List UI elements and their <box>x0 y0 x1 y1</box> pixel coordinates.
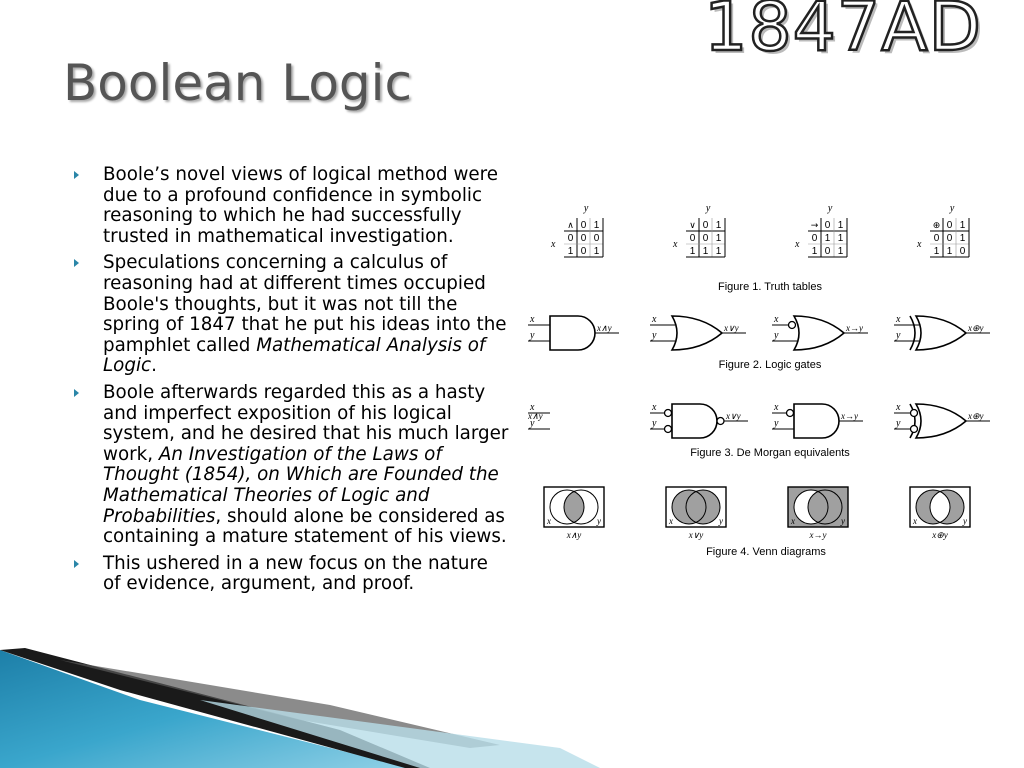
figure-label: x⊕y <box>968 411 984 421</box>
figure-label: ∨ <box>689 221 696 231</box>
figure-label: 0 <box>946 220 953 231</box>
figure-label: y <box>949 203 955 214</box>
figure-label: y <box>652 418 657 429</box>
figure-label: 1 <box>959 233 966 244</box>
figure-label: 0 <box>933 233 940 244</box>
figure-label: x <box>896 402 901 413</box>
figure-label: y <box>719 516 723 526</box>
figure-label: x <box>673 239 678 250</box>
figure-label: x∨y <box>688 530 704 540</box>
figure-label: 0 <box>702 233 709 244</box>
figure-label: 1 <box>837 233 844 244</box>
figure-label: x∨y <box>726 411 741 421</box>
figure3-caption: Figure 3. De Morgan equivalents <box>690 447 850 459</box>
figure-label: x <box>774 314 779 325</box>
figure-label: ⊕ <box>932 221 941 231</box>
figure-label: x <box>795 239 800 250</box>
figure-label: x∧y <box>528 411 543 421</box>
figure-label: x <box>652 402 657 413</box>
figure-label: x→y <box>841 411 858 421</box>
figure-label: 0 <box>580 220 587 231</box>
figure-label: 1 <box>946 246 953 257</box>
figure-label: 0 <box>689 233 696 244</box>
figure-label: y <box>963 516 967 526</box>
figure-label: y <box>774 418 779 429</box>
figure-label: 0 <box>702 220 709 231</box>
figure-label: x <box>791 516 795 526</box>
figure-label: → <box>810 221 819 231</box>
figure-label: x∧y <box>566 530 582 540</box>
figure-label: 1 <box>702 246 709 257</box>
figure-label: 1 <box>933 246 940 257</box>
figure-label: ∧ <box>567 221 574 231</box>
year-heading: 1847AD <box>704 0 982 67</box>
figure-label: x <box>530 402 535 413</box>
figure-label: x <box>652 314 657 325</box>
figure-label: y <box>530 330 535 341</box>
figure-label: 1 <box>593 220 600 231</box>
figure-label: y <box>827 203 833 214</box>
figure-label: y <box>705 203 711 214</box>
figure-label: x <box>547 516 551 526</box>
figure-label: 1 <box>567 246 574 257</box>
figure-label: x <box>917 239 922 250</box>
figure-label: 0 <box>580 246 587 257</box>
bullet-text: , should alone be considered as containing a mature statement of his views. <box>103 505 507 548</box>
figure-label: 0 <box>959 246 966 257</box>
figure-label: 1 <box>811 246 818 257</box>
figure-label: x⊕y <box>932 530 948 540</box>
figure-label: y <box>896 330 901 341</box>
bullet-text: Boole afterwards regarded this as a hasty and imperfect exposition of his logical system, and he desired that his much larger work, <box>103 381 509 465</box>
figure-label: x <box>896 314 901 325</box>
figure-label: 1 <box>837 220 844 231</box>
figure-label: 1 <box>715 233 722 244</box>
figure-label: y <box>530 418 535 429</box>
figure-label: 0 <box>567 233 574 244</box>
figure-label: 0 <box>593 233 600 244</box>
figure-label: y <box>597 516 601 526</box>
figure-label: 1 <box>837 246 844 257</box>
figure-label: x→y <box>809 530 827 540</box>
figure-label: 1 <box>593 246 600 257</box>
figure-label: x <box>551 239 556 250</box>
figure-label: y <box>841 516 845 526</box>
figure1-caption: Figure 1. Truth tables <box>718 281 822 293</box>
figure-label: 1 <box>959 220 966 231</box>
figure-label: x <box>530 314 535 325</box>
figure-label: y <box>652 330 657 341</box>
figure-label: x→y <box>846 323 863 333</box>
figure-label: x <box>913 516 917 526</box>
bullet-text: Boole’s novel views of logical method were due to a profound confidence in symbolic reasoning to which he had successfully trusted in mathematical investigation. <box>103 164 499 247</box>
figure-label: 0 <box>824 220 831 231</box>
figure-label: 1 <box>689 246 696 257</box>
figure-label: 0 <box>580 233 587 244</box>
figure-label: y <box>583 203 589 214</box>
bullet-text: This ushered in a new focus on the nature of evidence, argument, and proof. <box>103 552 488 595</box>
figure-label: 1 <box>715 220 722 231</box>
figure-label: 1 <box>824 233 831 244</box>
figure-label: 1 <box>715 246 722 257</box>
figure-label: 0 <box>811 233 818 244</box>
figure-label: x∨y <box>724 323 739 333</box>
figure-label: x⊕y <box>968 323 984 333</box>
figure-label: 0 <box>824 246 831 257</box>
figure2-caption: Figure 2. Logic gates <box>718 359 822 371</box>
figure-label: x <box>774 402 779 413</box>
bullet-italic-text: Mathematical Analysis of Logic <box>103 334 486 377</box>
figure-label: x <box>669 516 673 526</box>
figure4-caption: Figure 4. Venn diagrams <box>706 546 826 558</box>
figure-label: x∧y <box>597 323 612 333</box>
figure-label: 0 <box>946 233 953 244</box>
bullet-text: . <box>151 355 157 377</box>
bullet-text: Speculations concerning a calculus of reasoning had at different times occupied Boole's thoughts, but it was not till the spring of 1847 that he put his ideas into the pamphlet called <box>103 252 507 356</box>
figure-label: y <box>896 418 901 429</box>
figure-label: y <box>774 330 779 341</box>
bullet-italic-text: An Investigation of the Laws of Thought (1854), on Which are Founded the Mathematical Theories of Logic and Probabilities <box>103 443 499 527</box>
slide-title: Boolean Logic <box>63 54 413 112</box>
